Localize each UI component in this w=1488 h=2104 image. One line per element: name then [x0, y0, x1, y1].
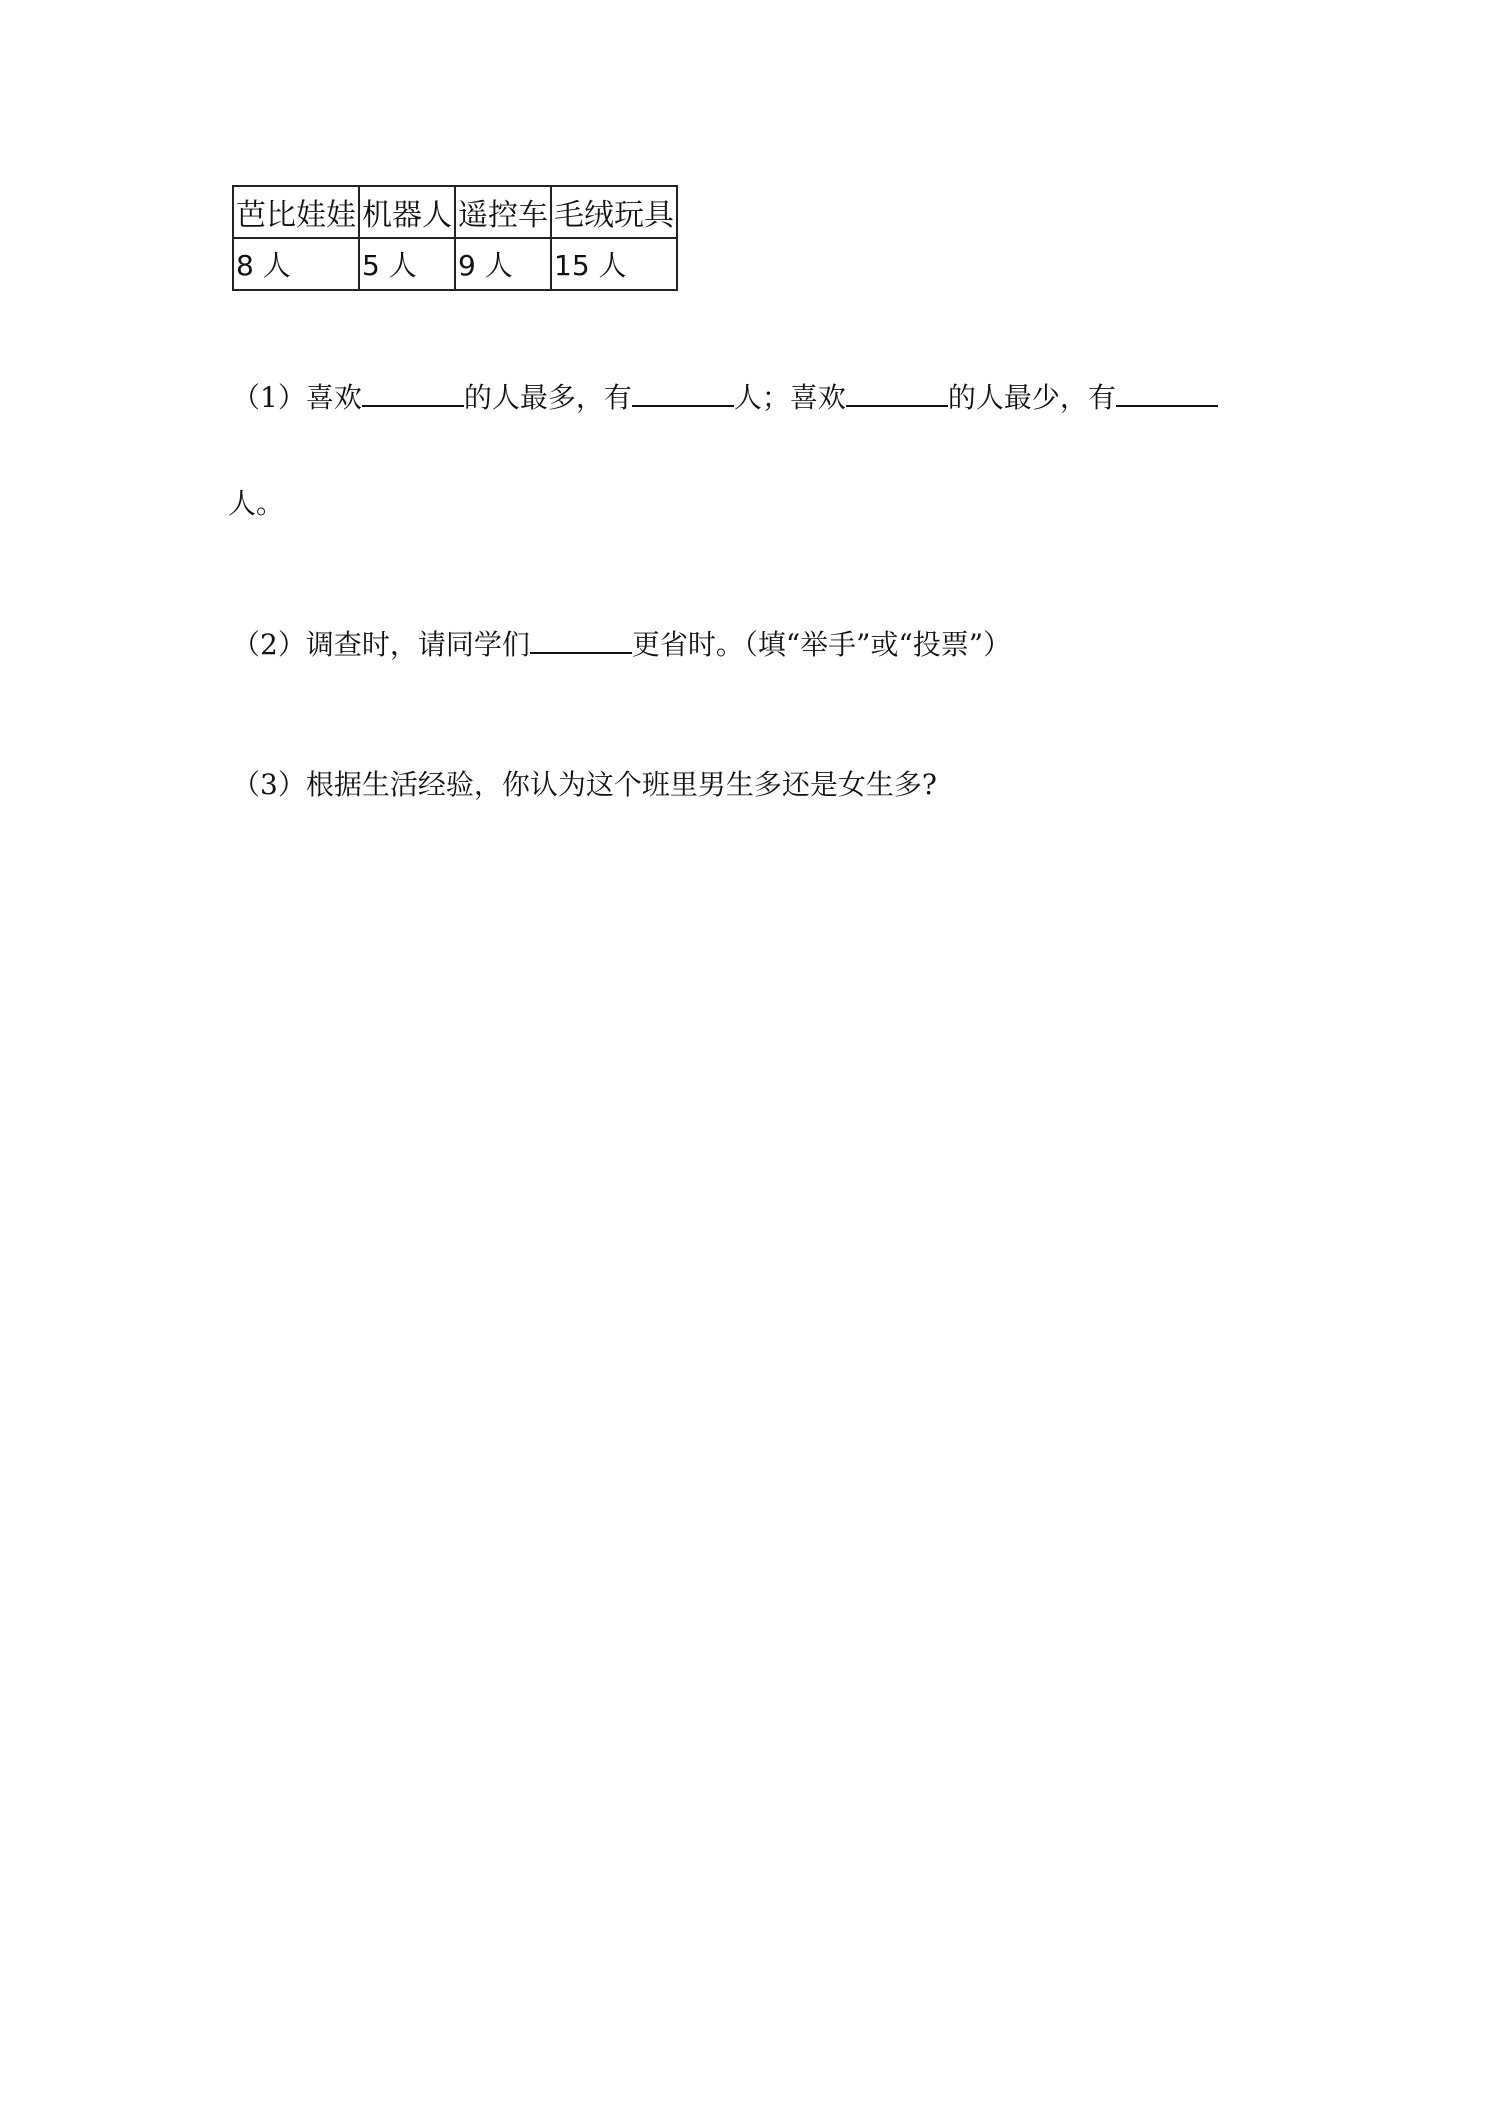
table-header-cell: 遥控车: [455, 186, 551, 238]
table-row: [233, 238, 677, 290]
question-1: [232, 377, 1218, 418]
answer-blank[interactable]: [846, 377, 948, 407]
answer-blank[interactable]: [632, 377, 734, 407]
question-text: （2）调查时，请同学们: [232, 628, 530, 661]
table-header-cell: 毛绒玩具: [551, 186, 677, 238]
question-text: 人；喜欢: [733, 381, 846, 414]
table-cell: 9 人: [455, 238, 551, 290]
table-header-cell: 芭比娃娃: [233, 186, 359, 238]
question-text: 的人最少，有: [947, 381, 1116, 414]
table-header-row: [233, 186, 677, 238]
question-text: 的人最多，有: [463, 381, 632, 414]
question-text: 更省时。（填“举手”或“投票”）: [631, 628, 1012, 661]
question-1-continuation: 人。: [228, 487, 285, 520]
table-cell: 5 人: [359, 238, 455, 290]
answer-blank[interactable]: [530, 624, 632, 654]
question-3: （3）根据生活经验，你认为这个班里男生多还是女生多?: [232, 768, 937, 801]
answer-blank[interactable]: [1116, 377, 1218, 407]
question-2: [232, 624, 1011, 665]
survey-table: [232, 185, 678, 291]
table-header-cell: 机器人: [359, 186, 455, 238]
answer-blank[interactable]: [362, 377, 464, 407]
table-cell: 15 人: [551, 238, 677, 290]
question-text: （1）喜欢: [232, 381, 362, 414]
table-cell: 8 人: [233, 238, 359, 290]
